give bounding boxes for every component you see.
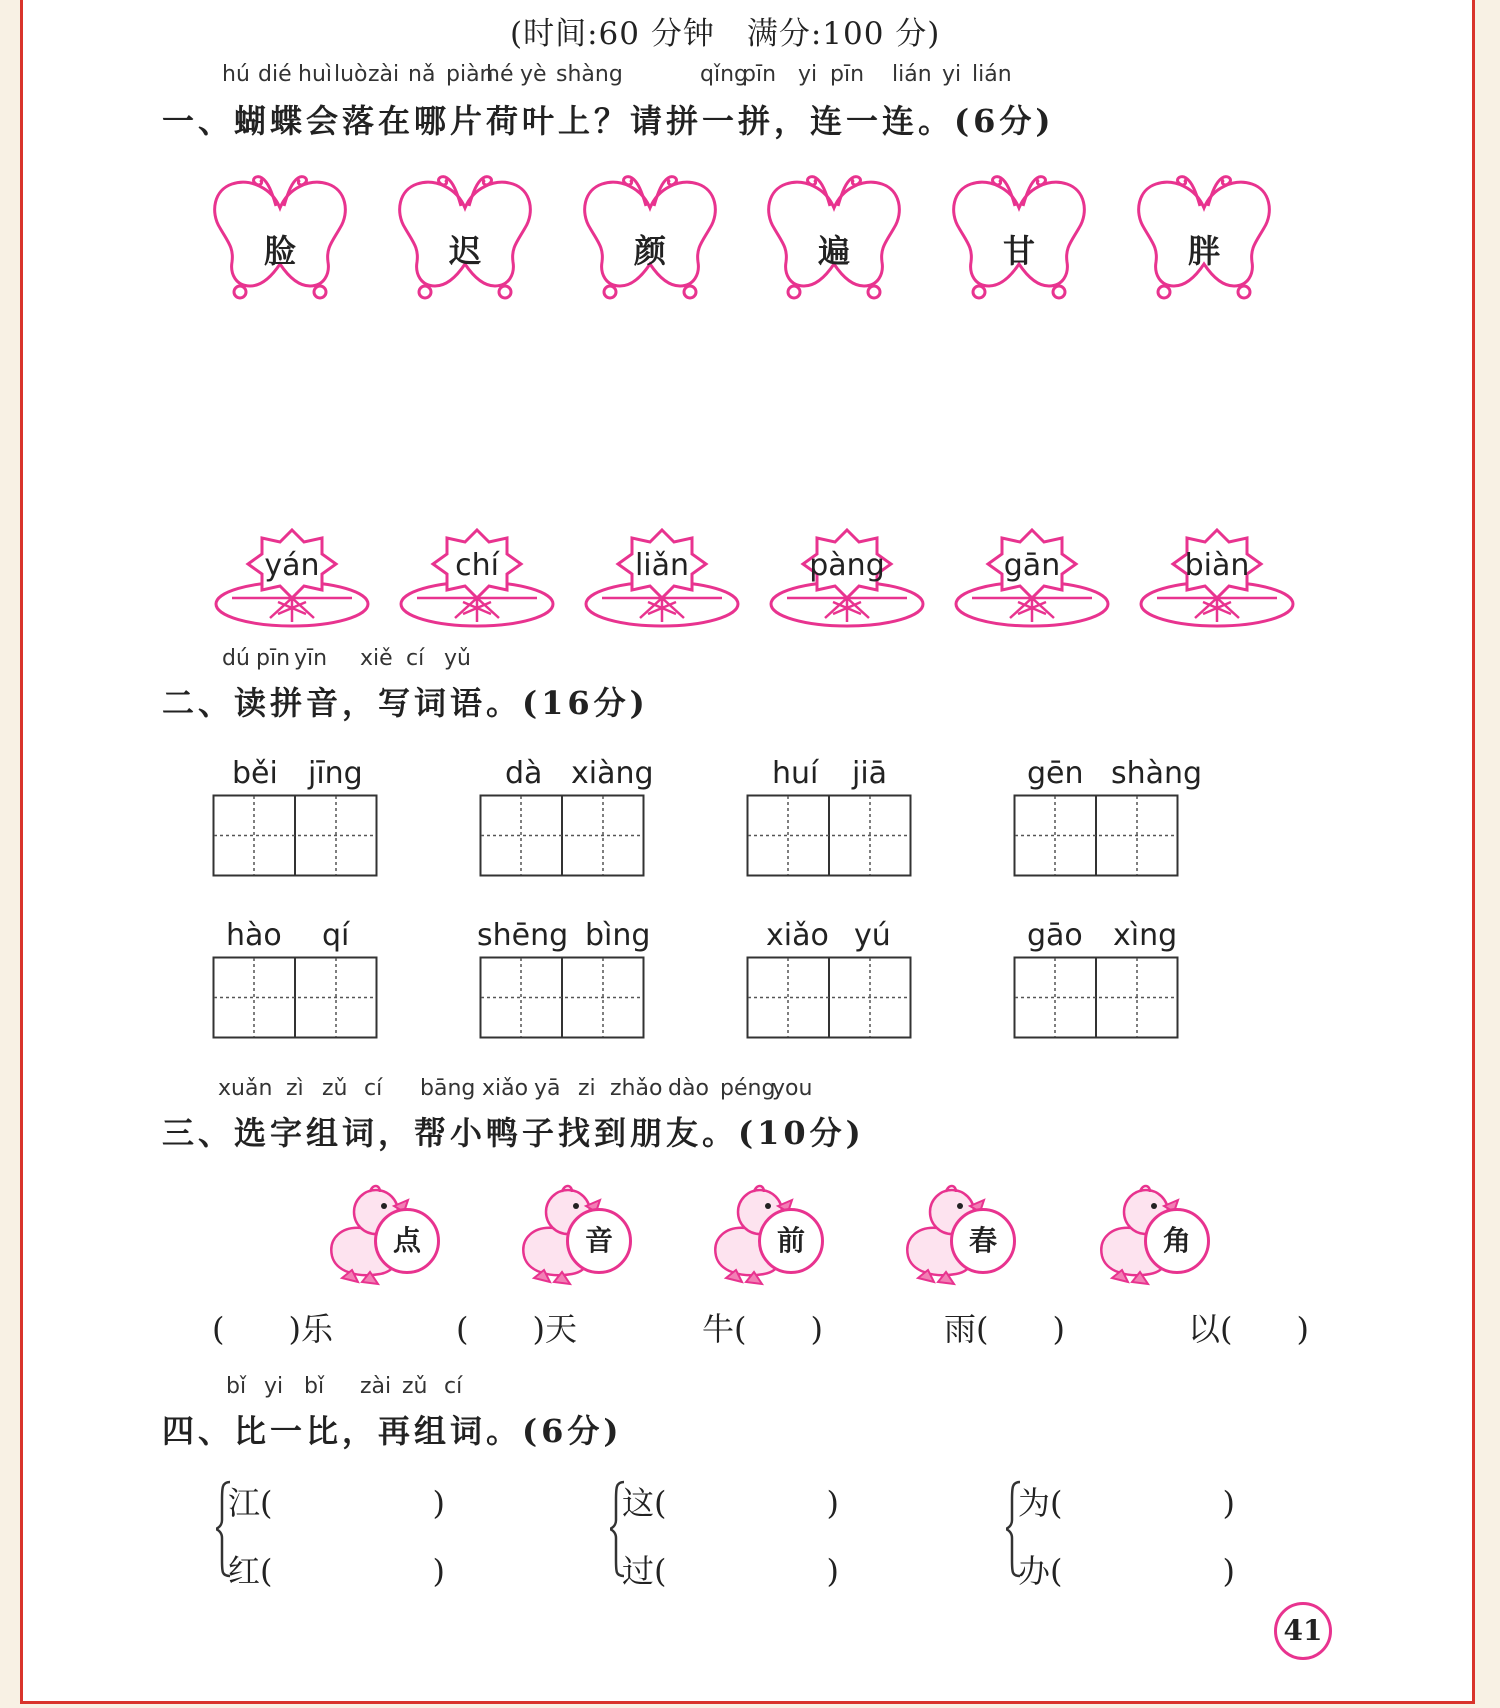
compare-word[interactable]: 这( ) <box>622 1484 839 1522</box>
pinyin-syllable: qǐng <box>700 62 748 87</box>
word-pinyin-syllable: hào <box>226 918 282 953</box>
pinyin-syllable: zài <box>360 1374 392 1399</box>
word-pinyin-syllable: bìng <box>585 918 651 953</box>
word-pinyin-syllable: huí <box>772 756 819 791</box>
fill-blank[interactable]: ( )乐 <box>212 1310 333 1348</box>
lily-pinyin: chí <box>455 548 499 583</box>
pinyin-syllable: dào <box>668 1076 709 1101</box>
butterfly[interactable] <box>1134 168 1274 308</box>
lily-pad[interactable] <box>212 528 372 638</box>
pinyin-syllable: bāng <box>420 1076 476 1101</box>
word-pinyin-syllable: qí <box>322 918 350 953</box>
pinyin-syllable: péng <box>720 1076 776 1101</box>
duck[interactable] <box>898 1178 1028 1288</box>
pinyin-syllable: dú <box>222 646 250 671</box>
pinyin-syllable: zì <box>286 1076 304 1101</box>
pinyin-syllable: xiǎo <box>482 1076 529 1101</box>
lily-pinyin: pàng <box>809 548 885 583</box>
lily-pinyin: biàn <box>1184 548 1250 583</box>
duck[interactable] <box>706 1178 836 1288</box>
butterfly-char: 迟 <box>448 232 481 270</box>
word-pinyin-syllable: shàng <box>1111 756 1203 791</box>
word-pinyin-syllable: dà <box>505 756 543 791</box>
pinyin-syllable: yè <box>520 62 547 87</box>
pinyin-syllable: lián <box>972 62 1012 87</box>
pinyin-syllable: cí <box>364 1076 383 1101</box>
pinyin-syllable: pīn <box>742 62 777 87</box>
pinyin-syllable: zi <box>578 1076 596 1101</box>
word-pinyin-syllable: gāo <box>1027 918 1083 953</box>
duck[interactable] <box>322 1178 452 1288</box>
writing-grid[interactable] <box>479 956 645 1039</box>
word-pinyin-syllable: yú <box>854 918 891 953</box>
lily-pinyin: gān <box>1003 548 1061 583</box>
compare-word[interactable]: 为( ) <box>1018 1484 1235 1522</box>
word-pinyin-syllable: jiā <box>852 756 888 791</box>
section2-title: 二、读拼音，写词语。(16分) <box>162 684 649 722</box>
butterfly[interactable] <box>764 168 904 308</box>
pinyin-syllable: huì <box>298 62 332 87</box>
writing-grid[interactable] <box>1013 956 1179 1039</box>
butterfly[interactable] <box>210 168 350 308</box>
word-pinyin-syllable: xìng <box>1113 918 1178 953</box>
butterfly-char: 颜 <box>633 232 666 270</box>
fill-blank[interactable]: 以( ) <box>1188 1310 1309 1348</box>
writing-grid[interactable] <box>746 794 912 877</box>
pinyin-syllable: hú <box>222 62 250 87</box>
word-pinyin-syllable: shēng <box>477 918 569 953</box>
compare-word[interactable]: 办( ) <box>1018 1552 1235 1590</box>
pinyin-syllable: bǐ <box>304 1374 325 1399</box>
pinyin-syllable: yā <box>534 1076 561 1101</box>
pinyin-syllable: yi <box>264 1374 284 1399</box>
writing-grid[interactable] <box>212 794 378 877</box>
pinyin-syllable: dié <box>258 62 292 87</box>
word-pinyin-syllable: gēn <box>1027 756 1084 791</box>
pinyin-syllable: xiě <box>360 646 393 671</box>
pinyin-syllable: yīn <box>294 646 328 671</box>
writing-grid[interactable] <box>1013 794 1179 877</box>
pinyin-syllable: you <box>772 1076 813 1101</box>
compare-word[interactable]: 江( ) <box>228 1484 445 1522</box>
lily-pinyin: liǎn <box>634 548 690 583</box>
pinyin-syllable: cí <box>406 646 425 671</box>
pinyin-syllable: luò <box>334 62 368 87</box>
lily-pad[interactable] <box>767 528 927 638</box>
section1-title: 一、蝴蝶会落在哪片荷叶上？请拼一拼，连一连。(6分) <box>162 102 1055 140</box>
lily-pad[interactable] <box>952 528 1112 638</box>
pinyin-syllable: piàn <box>446 62 494 87</box>
butterfly[interactable] <box>395 168 535 308</box>
pinyin-syllable: pīn <box>256 646 291 671</box>
butterfly[interactable] <box>580 168 720 308</box>
pinyin-syllable: yi <box>798 62 818 87</box>
lily-pad[interactable] <box>582 528 742 638</box>
page-number: 41 <box>1274 1602 1332 1660</box>
writing-grid[interactable] <box>212 956 378 1039</box>
fill-blank[interactable]: 牛( ) <box>702 1310 823 1348</box>
pinyin-syllable: zhǎo <box>610 1076 663 1101</box>
pinyin-syllable: zǔ <box>402 1374 428 1399</box>
duck-char: 春 <box>950 1208 1016 1274</box>
word-pinyin-syllable: xiǎo <box>766 918 829 953</box>
lily-pad[interactable] <box>397 528 557 638</box>
butterfly-char: 遍 <box>817 232 850 270</box>
pinyin-syllable: pīn <box>830 62 865 87</box>
pinyin-syllable: hé <box>486 62 514 87</box>
section4-title: 四、比一比，再组词。(6分) <box>162 1412 623 1450</box>
compare-word[interactable]: 红( ) <box>228 1552 445 1590</box>
pinyin-syllable: shàng <box>556 62 623 87</box>
duck-char: 音 <box>566 1208 632 1274</box>
pinyin-syllable: zǔ <box>322 1076 348 1101</box>
butterfly-char: 甘 <box>1002 232 1035 270</box>
section3-title: 三、选字组词，帮小鸭子找到朋友。(10分) <box>162 1114 865 1152</box>
writing-grid[interactable] <box>479 794 645 877</box>
lily-pad[interactable] <box>1137 528 1297 638</box>
duck-char: 点 <box>374 1208 440 1274</box>
pinyin-syllable: cí <box>444 1374 463 1399</box>
duck-char: 前 <box>758 1208 824 1274</box>
word-pinyin-syllable: běi <box>232 756 278 791</box>
lily-pinyin: yán <box>264 548 320 583</box>
fill-blank[interactable]: ( )天 <box>456 1310 577 1348</box>
word-pinyin-syllable: jīng <box>308 756 363 791</box>
pinyin-syllable: yi <box>942 62 962 87</box>
pinyin-syllable: zài <box>368 62 400 87</box>
pinyin-syllable: xuǎn <box>218 1076 273 1101</box>
writing-grid[interactable] <box>746 956 912 1039</box>
pinyin-syllable: nǎ <box>408 62 436 87</box>
pinyin-syllable: bǐ <box>226 1374 247 1399</box>
butterfly-char: 胖 <box>1187 232 1220 270</box>
exam-header: (时间:60 分钟 满分:100 分) <box>510 16 941 52</box>
duck-char: 角 <box>1144 1208 1210 1274</box>
butterfly[interactable] <box>949 168 1089 308</box>
duck[interactable] <box>1092 1178 1222 1288</box>
compare-word[interactable]: 过( ) <box>622 1552 839 1590</box>
pinyin-syllable: yǔ <box>444 646 471 671</box>
pinyin-syllable: lián <box>892 62 932 87</box>
word-pinyin-syllable: xiàng <box>571 756 654 791</box>
fill-blank[interactable]: 雨( ) <box>944 1310 1065 1348</box>
butterfly-char: 脸 <box>263 232 296 270</box>
duck[interactable] <box>514 1178 644 1288</box>
